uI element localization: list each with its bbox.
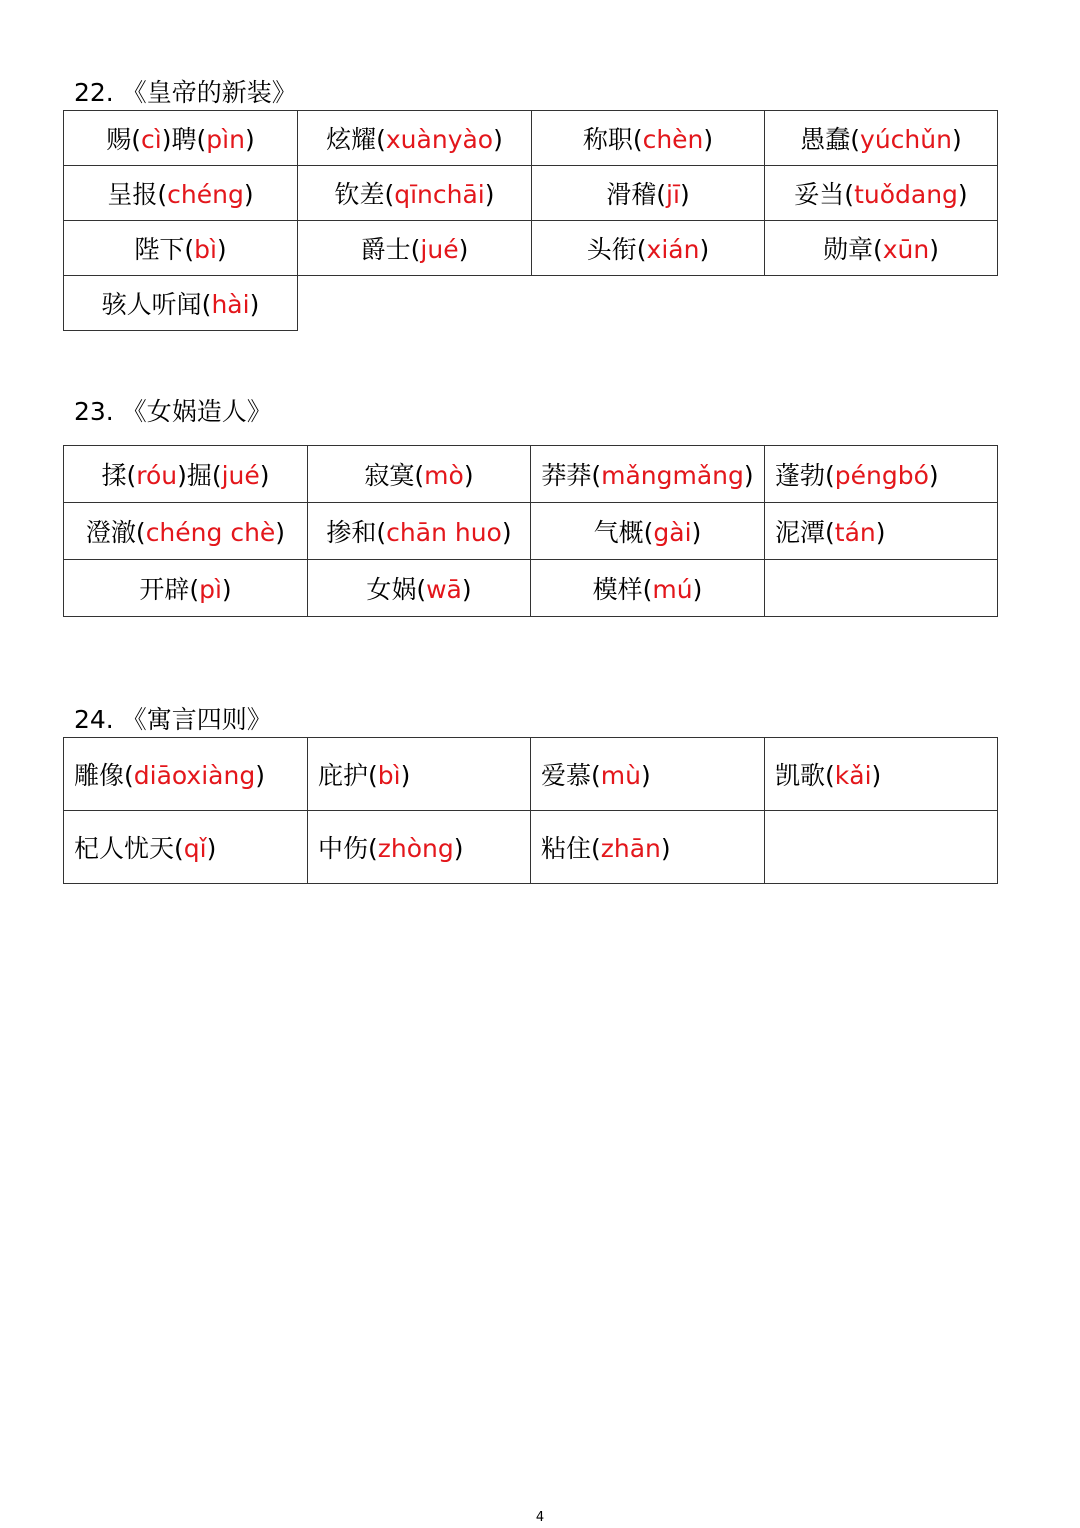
- pinyin-text: kǎi: [834, 761, 872, 790]
- hanzi-text: ): [259, 461, 270, 490]
- pinyin-text: xián: [646, 235, 700, 264]
- pinyin-text: mù: [600, 761, 641, 790]
- vocab-cell: [64, 738, 308, 811]
- hanzi-text: ): [871, 761, 882, 790]
- vocab-cell: [765, 166, 998, 221]
- vocab-cell: [64, 166, 298, 221]
- section-title-22: 22. 《皇帝的新装》: [74, 78, 297, 107]
- hanzi-text: 呈报(: [107, 180, 168, 209]
- vocab-cell: [298, 221, 532, 276]
- hanzi-text: 揉(: [101, 461, 137, 490]
- hanzi-text: 雕像(: [74, 761, 134, 790]
- vocab-cell: [64, 503, 308, 560]
- pinyin-text: qīnchāi: [394, 180, 485, 209]
- pinyin-text: gài: [653, 518, 692, 547]
- hanzi-text: )掘(: [177, 461, 222, 490]
- vocab-cell-empty: [765, 560, 998, 617]
- vocab-cell: [64, 811, 308, 884]
- pinyin-text: diāoxiàng: [133, 761, 256, 790]
- hanzi-text: ): [951, 125, 962, 154]
- hanzi-text: 女娲(: [366, 575, 427, 604]
- vocab-cell: [531, 738, 765, 811]
- hanzi-text: 妥当(: [794, 180, 855, 209]
- vocab-cell: [64, 221, 298, 276]
- hanzi-text: 中伤(: [318, 834, 378, 863]
- hanzi-text: 赐(: [106, 125, 142, 154]
- hanzi-text: 开辟(: [139, 575, 200, 604]
- hanzi-text: ): [703, 125, 714, 154]
- pinyin-text: péngbó: [834, 461, 929, 490]
- pinyin-text: jī: [666, 180, 680, 209]
- hanzi-text: 滑稽(: [606, 180, 667, 209]
- vocab-cell: [298, 111, 532, 166]
- hanzi-text: )聘(: [161, 125, 207, 154]
- pinyin-text: bì: [194, 235, 217, 264]
- vocab-cell: [765, 503, 998, 560]
- hanzi-text: 澄澈(: [85, 518, 146, 547]
- hanzi-text: ): [255, 761, 265, 790]
- empty-cell: [532, 276, 765, 331]
- hanzi-text: ): [221, 575, 232, 604]
- section-title-24: 24. 《寓言四则》: [74, 705, 272, 734]
- vocab-cell: [532, 221, 765, 276]
- hanzi-text: 粘住(: [541, 834, 601, 863]
- pinyin-text: pìn: [206, 125, 245, 154]
- pinyin-text: xūn: [882, 235, 930, 264]
- hanzi-text: 陛下(: [134, 235, 195, 264]
- pinyin-text: tuǒdang: [854, 180, 958, 209]
- pinyin-text: xuànyào: [385, 125, 494, 154]
- hanzi-text: ): [463, 461, 474, 490]
- pinyin-text: róu: [136, 461, 178, 490]
- hanzi-text: 爵士(: [360, 235, 421, 264]
- vocab-cell: [308, 560, 531, 617]
- hanzi-text: 爱慕(: [541, 761, 601, 790]
- hanzi-text: 泥潭(: [775, 518, 835, 547]
- pinyin-text: hài: [211, 290, 250, 319]
- hanzi-text: ): [243, 180, 254, 209]
- hanzi-text: 模样(: [592, 575, 653, 604]
- pinyin-text: cì: [141, 125, 162, 154]
- vocab-cell: [298, 166, 532, 221]
- vocab-cell: [64, 446, 308, 503]
- vocab-cell: [765, 738, 998, 811]
- vocab-cell: [532, 111, 765, 166]
- pinyin-text: jué: [420, 235, 459, 264]
- hanzi-text: 莽莽(: [541, 461, 602, 490]
- hanzi-text: ): [493, 125, 503, 154]
- hanzi-text: ): [275, 518, 286, 547]
- hanzi-text: ): [929, 235, 939, 264]
- hanzi-text: ): [216, 235, 227, 264]
- pinyin-text: chèn: [642, 125, 704, 154]
- hanzi-text: ): [206, 834, 217, 863]
- hanzi-text: ): [692, 575, 703, 604]
- pinyin-text: wā: [426, 575, 462, 604]
- vocab-cell: [308, 503, 531, 560]
- vocab-table-23: [63, 445, 998, 617]
- pinyin-text: mǎngmǎng: [601, 461, 744, 490]
- section-title-23: 23. 《女娲造人》: [74, 397, 272, 426]
- vocab-cell: [64, 111, 298, 166]
- hanzi-text: ): [244, 125, 255, 154]
- vocab-cell-empty: [765, 811, 998, 884]
- pinyin-text: chéng: [167, 180, 244, 209]
- hanzi-text: ): [743, 461, 754, 490]
- hanzi-text: 头衔(: [586, 235, 647, 264]
- vocab-cell: [531, 503, 765, 560]
- hanzi-text: 勋章(: [822, 235, 883, 264]
- hanzi-text: ): [461, 575, 472, 604]
- vocab-table-22: [63, 110, 998, 331]
- hanzi-text: 气概(: [593, 518, 654, 547]
- hanzi-text: ): [400, 761, 411, 790]
- pinyin-text: pì: [199, 575, 222, 604]
- hanzi-text: 凯歌(: [775, 761, 835, 790]
- pinyin-text: zhòng: [377, 834, 454, 863]
- hanzi-text: ): [875, 518, 886, 547]
- empty-cell: [765, 276, 998, 331]
- vocab-cell: [532, 166, 765, 221]
- pinyin-text: tán: [834, 518, 876, 547]
- hanzi-text: 炫耀(: [326, 125, 386, 154]
- hanzi-text: 掺和(: [326, 518, 387, 547]
- hanzi-text: 庇护(: [318, 761, 378, 790]
- vocab-table-24: [63, 737, 998, 884]
- vocab-cell: [308, 738, 531, 811]
- hanzi-text: ): [640, 761, 651, 790]
- pinyin-text: chān huo: [386, 518, 502, 547]
- hanzi-text: 愚蠢(: [800, 125, 861, 154]
- hanzi-text: ): [660, 834, 671, 863]
- vocab-cell: [765, 221, 998, 276]
- hanzi-text: ): [679, 180, 690, 209]
- hanzi-text: ): [691, 518, 702, 547]
- hanzi-text: 称职(: [582, 125, 643, 154]
- hanzi-text: ): [501, 518, 512, 547]
- pinyin-text: qǐ: [183, 834, 207, 863]
- hanzi-text: ): [928, 461, 939, 490]
- vocab-cell: [64, 560, 308, 617]
- hanzi-text: 骇人听闻(: [101, 290, 212, 319]
- vocab-cell: [64, 276, 298, 331]
- hanzi-text: 钦差(: [334, 180, 395, 209]
- hanzi-text: ): [699, 235, 710, 264]
- vocab-cell: [308, 446, 531, 503]
- vocab-cell: [531, 560, 765, 617]
- hanzi-text: 杞人忧天(: [74, 834, 184, 863]
- hanzi-text: 寂寞(: [364, 461, 425, 490]
- page-number: 4: [535, 1510, 545, 1525]
- hanzi-text: ): [453, 834, 464, 863]
- pinyin-text: zhān: [600, 834, 661, 863]
- vocab-cell: [765, 111, 998, 166]
- vocab-cell: [308, 811, 531, 884]
- hanzi-text: ): [458, 235, 469, 264]
- empty-cell: [298, 276, 532, 331]
- hanzi-text: 蓬勃(: [775, 461, 835, 490]
- hanzi-text: ): [249, 290, 260, 319]
- pinyin-text: mò: [424, 461, 464, 490]
- pinyin-text: yúchǔn: [860, 125, 952, 154]
- pinyin-text: mú: [652, 575, 693, 604]
- pinyin-text: jué: [221, 461, 260, 490]
- vocab-cell: [765, 446, 998, 503]
- vocab-cell: [531, 446, 765, 503]
- hanzi-text: ): [484, 180, 495, 209]
- pinyin-text: bì: [377, 761, 401, 790]
- hanzi-text: ): [957, 180, 968, 209]
- vocab-cell: [531, 811, 765, 884]
- pinyin-text: chéng chè: [145, 518, 276, 547]
